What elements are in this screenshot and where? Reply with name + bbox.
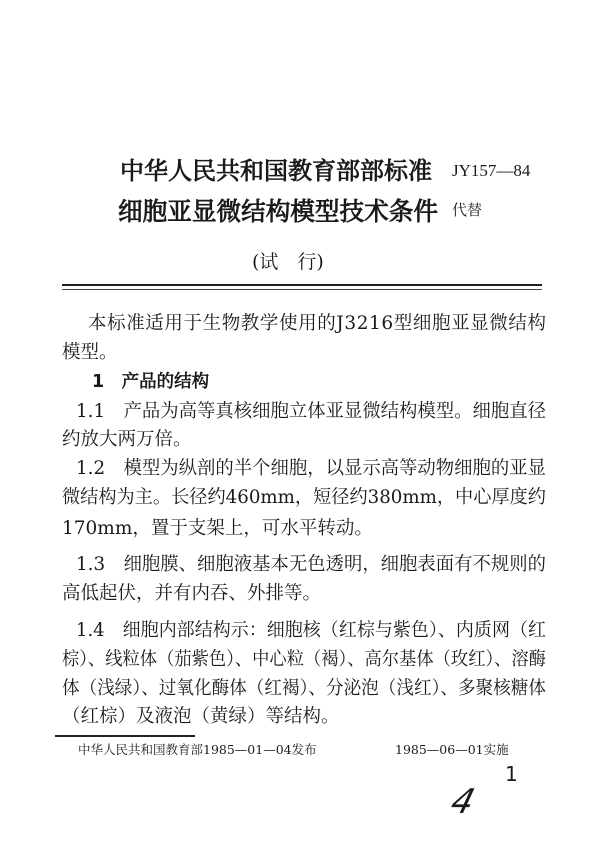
footer-rule [55,735,195,737]
document-subtitle: 细胞亚显微结构模型技术条件 [118,197,439,226]
body-line: 微结构为主。长径约460mm，短径约380mm，中心厚度约 [62,487,546,508]
body-line: （红棕）及液泡（黄绿）等结构。 [62,706,340,727]
body-line: 1.1 产品为高等真核细胞立体亚显微结构模型。细胞直径 [76,401,546,422]
body-line: 体（浅绿）、过氧化酶体（红褐）、分泌泡（浅红）、多聚核糖体 [62,678,546,699]
issue-date: 中华人民共和国教育部1985—01—04发布 [78,742,317,757]
body-line: 1.2 模型为纵剖的半个细胞，以显示高等动物细胞的亚显 [76,458,546,479]
header-rule-thin [62,289,542,290]
body-line: 模型。 [62,342,118,363]
document-title: 中华人民共和国教育部部标准 [120,157,432,185]
replaces-label: 代替 [452,201,483,219]
handwritten-mark: 4 [446,782,479,822]
body-line: 170mm，置于支架上，可水平转动。 [62,518,373,539]
standard-code: JY157—84 [452,161,531,180]
page-number: 1 [505,762,518,786]
effective-date: 1985—06—01实施 [395,742,509,757]
body-line: 1.4 细胞内部结构示：细胞核（红棕与紫色）、内质网（红 [76,620,546,641]
body-line: 1.3 细胞膜、细胞液基本无色透明，细胞表面有不规则的 [76,554,546,575]
body-line: 本标准适用于生物教学使用的J3216型细胞亚显微结构 [88,313,547,334]
body-line: 棕）、线粒体（茄紫色）、中心粒（褐）、高尔基体（玫红）、溶酶 [62,649,546,670]
body-line: 高低起伏，并有内吞、外排等。 [62,583,322,604]
section-heading: 1 产品的结构 [92,372,210,392]
trial-label: (试 行) [252,251,324,273]
header-rule [62,284,542,286]
body-line: 约放大两万倍。 [62,429,192,450]
